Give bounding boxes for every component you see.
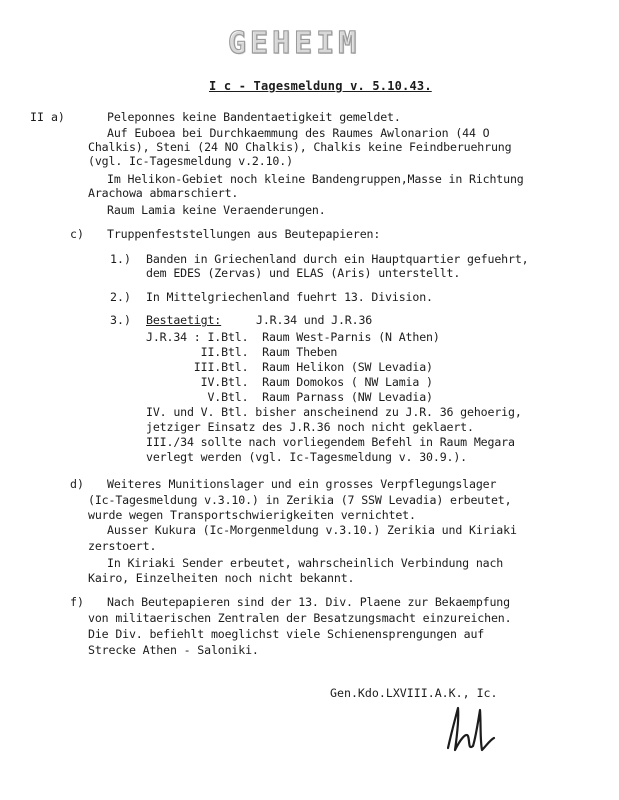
text-line: (Ic-Tagesmeldung v.3.10.) in Zerikia (7 SSW Levadia) erbeutet, (88, 493, 512, 507)
section-heading: Truppenfeststellungen aus Beutepapieren: (107, 227, 381, 241)
battalion-line: J.R.34 : I.Btl. Raum West-Parnis (N Athen) (146, 330, 440, 344)
text-line: Banden in Griechenland durch ein Hauptquartier gefuehrt, (146, 252, 529, 266)
text-line: Ausser Kukura (Ic-Morgenmeldung v.3.10.) Zerikia und Kiriaki (107, 523, 517, 537)
text-line: IV. und V. Btl. bisher anscheinend zu J.R. 36 gehoerig, (146, 405, 522, 419)
section-label-c: c) (70, 227, 84, 241)
text-line: wurde wegen Transportschwierigkeiten vernichtet. (88, 508, 416, 522)
item-number: 3.) (110, 313, 131, 327)
section-label-f: f) (70, 595, 84, 609)
text-line: Peleponnes keine Bandentaetigkeit gemeldet. (107, 110, 401, 124)
item-number: 1.) (110, 252, 131, 266)
text-line: Nach Beutepapieren sind der 13. Div. Plaene zur Bekaempfung (107, 595, 510, 609)
battalion-line: V.Btl. Raum Parnass (NW Levadia) (146, 390, 433, 404)
text-line: Auf Euboea bei Durchkaemmung des Raumes Awlonarion (44 O (107, 126, 490, 140)
text-line: zerstoert. (88, 539, 157, 553)
section-label-IIa: II a) (30, 110, 65, 124)
text-line: In Kiriaki Sender erbeutet, wahrscheinlich Verbindung nach (107, 556, 504, 570)
text-line: Kairo, Einzelheiten noch nicht bekannt. (88, 571, 355, 585)
item-number: 2.) (110, 290, 131, 304)
text-line: III./34 sollte nach vorliegendem Befehl in Raum Megara (146, 435, 515, 449)
text-line: Weiteres Munitionslager und ein grosses Verpflegungslager (107, 477, 497, 491)
text-line: Im Helikon-Gebiet noch kleine Bandengruppen,Masse in Richtung (107, 172, 524, 186)
geheim-stamp: GEHEIM (228, 26, 361, 61)
text-line: In Mittelgriechenland fuehrt 13. Division. (146, 290, 433, 304)
text-line: Arachowa abmarschiert. (88, 186, 239, 200)
battalion-line: IV.Btl. Raum Domokos ( NW Lamia ) (146, 375, 433, 389)
document-title: I c - Tagesmeldung v. 5.10.43. (209, 79, 432, 93)
battalion-line: III.Btl. Raum Helikon (SW Levadia) (146, 360, 433, 374)
text-line: Chalkis), Steni (24 NO Chalkis), Chalkis keine Feindberuehrung (88, 140, 512, 154)
text-line: J.R.34 und J.R.36 (256, 313, 373, 327)
bestaetigt-label: Bestaetigt: (146, 313, 222, 327)
text-line: Die Div. befiehlt moeglichst viele Schienensprengungen auf (88, 627, 485, 641)
text-line: dem EDES (Zervas) und ELAS (Aris) unterstellt. (146, 266, 461, 280)
text-line: (vgl. Ic-Tagesmeldung v.2.10.) (88, 154, 293, 168)
issuing-office: Gen.Kdo.LXVIII.A.K., Ic. (330, 686, 498, 700)
battalion-line: II.Btl. Raum Theben (146, 345, 338, 359)
text-line: verlegt werden (vgl. Ic-Tagesmeldung v. 30.9.). (146, 450, 468, 464)
text-line: von militaerischen Zentralen der Besatzungsmacht einzureichen. (88, 611, 512, 625)
text-line: Raum Lamia keine Veraenderungen. (107, 203, 326, 217)
section-label-d: d) (70, 477, 84, 491)
text-line: Strecke Athen - Saloniki. (88, 643, 259, 657)
handwritten-signature (440, 700, 500, 760)
text-line: jetziger Einsatz des J.R.36 noch nicht geklaert. (146, 420, 474, 434)
